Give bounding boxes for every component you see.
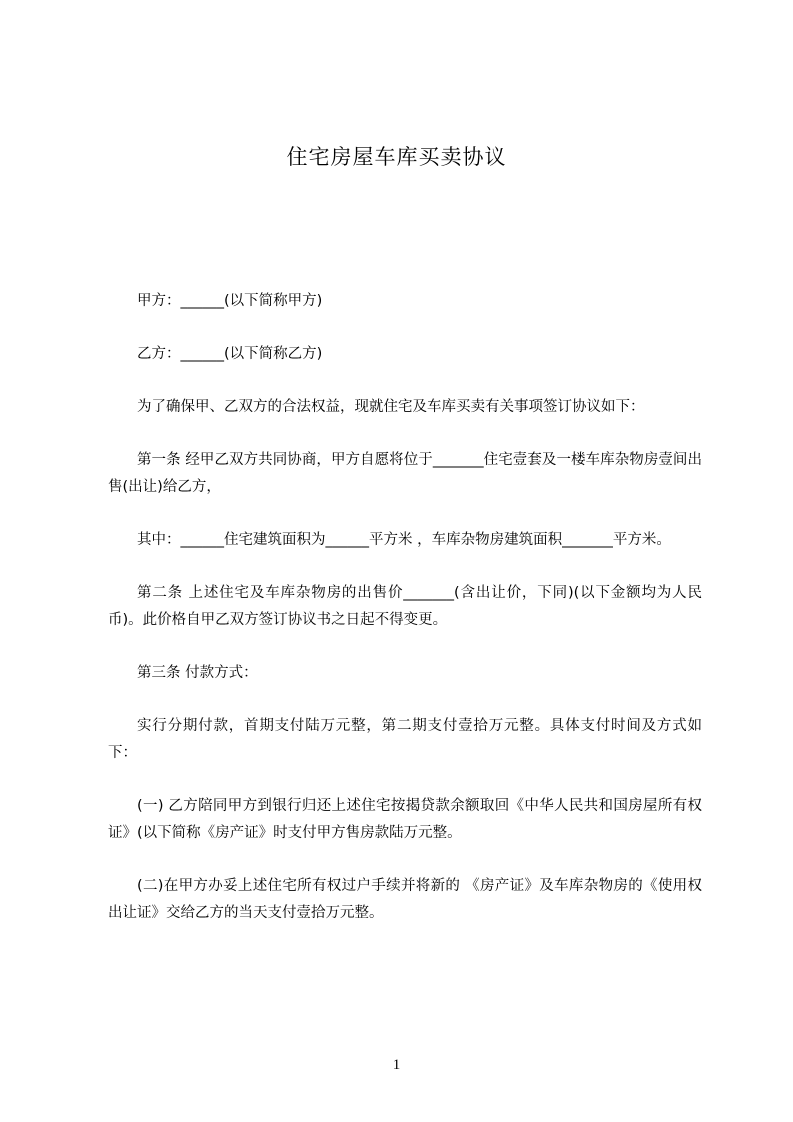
preamble-paragraph: 为了确保甲、乙双方的合法权益，现就住宅及车库买卖有关事项签订协议如下： bbox=[137, 399, 645, 415]
installment-paragraph: 实行分期付款，首期支付陆万元整，第二期支付壹拾万元整。具体支付时间及方式如下： bbox=[108, 718, 702, 761]
party-b-line: 乙方：______(以下简称乙方) bbox=[137, 346, 323, 362]
area-paragraph: 其中：______住宅建筑面积为______平方米 ，车库杂物房建筑面积_______平方米。 bbox=[137, 532, 671, 548]
page-number: 1 bbox=[392, 1057, 401, 1073]
payment-item-1: (一) 乙方陪同甲方到银行归还上述住宅按揭贷款余额取回《中华人民共和国房屋所有权证》(以下简称《房产证》时支付甲方售房款陆万元整。 bbox=[108, 798, 702, 841]
payment-item-2: (二)在甲方办妥上述住宅所有权过户手续并将新的 《房产证》及车库杂物房的《使用权出让证》交给乙方的当天支付壹拾万元整。 bbox=[108, 878, 702, 921]
document-body bbox=[108, 288, 702, 953]
document-title: 住宅房屋车库买卖协议 bbox=[286, 145, 507, 169]
article-1-paragraph: 第一条 经甲乙双方共同协商，甲方自愿将位于_______住宅壹套及一楼车库杂物房壹间出售(出让)给乙方， bbox=[108, 452, 702, 495]
article-3-heading: 第三条 付款方式： bbox=[137, 665, 258, 681]
party-a-line: 甲方：______(以下简称甲方) bbox=[137, 293, 323, 309]
article-2-paragraph: 第二条 上述住宅及车库杂物房的出售价_______(含出让价，下同)(以下金额均为人民币)。此价格自甲乙双方签订协议书之日起不得变更。 bbox=[108, 585, 702, 628]
